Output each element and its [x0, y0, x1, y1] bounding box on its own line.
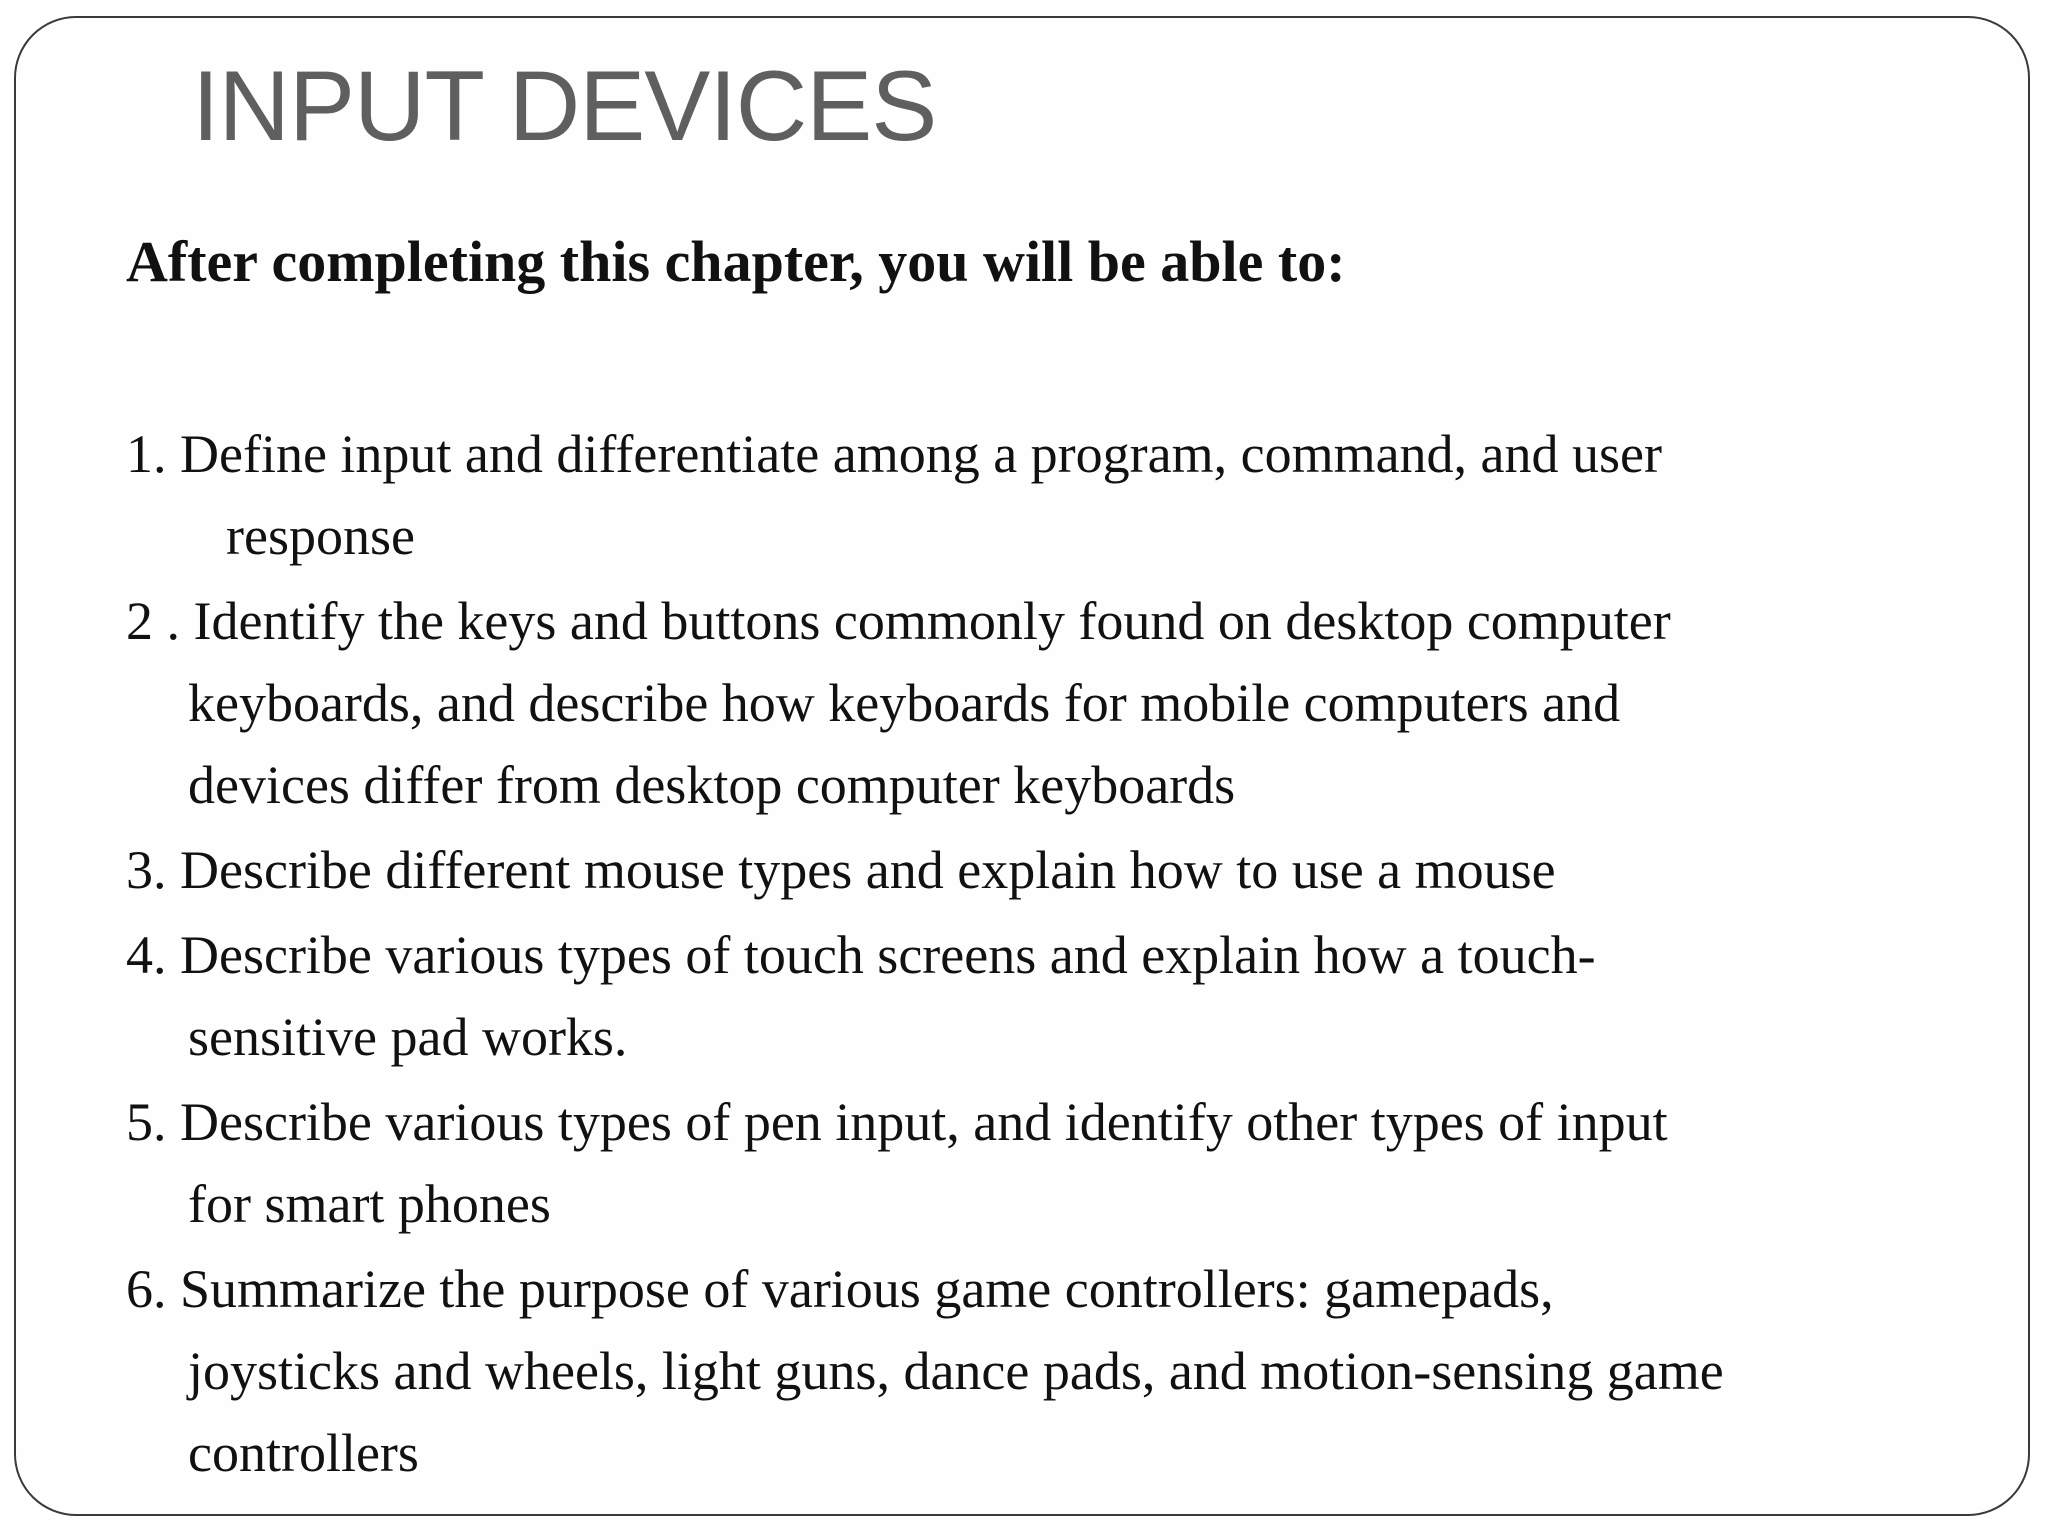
- objective-item-1: [126, 413, 2006, 577]
- objective-line: 6. Summarize the purpose of various game controllers: gamepads,: [126, 1259, 1554, 1319]
- slide-intro: After completing this chapter, you will be able to:: [126, 229, 1346, 294]
- objective-line: 2 . Identify the keys and buttons commonly found on desktop computer: [126, 591, 1671, 651]
- objective-line: 5. Describe various types of pen input, and identify other types of input: [126, 1092, 1668, 1152]
- objective-line: sensitive pad works.: [188, 1007, 628, 1067]
- objective-item-4: [126, 914, 2006, 1078]
- objective-item-6: [126, 1248, 2006, 1494]
- objective-line: controllers: [188, 1423, 419, 1483]
- objective-line: 1. Define input and differentiate among a program, command, and user: [126, 424, 1662, 484]
- objective-item-3: [126, 829, 2006, 911]
- objective-line: 4. Describe various types of touch screens and explain how a touch-: [126, 925, 1596, 985]
- objective-line: response: [226, 506, 415, 566]
- objectives-list: [126, 413, 2006, 1497]
- objective-item-5: [126, 1081, 2006, 1245]
- objective-line: for smart phones: [188, 1174, 551, 1234]
- slide-title: INPUT DEVICES: [192, 50, 937, 161]
- objective-line: devices differ from desktop computer keyboards: [188, 755, 1236, 815]
- objective-line: 3. Describe different mouse types and explain how to use a mouse: [126, 840, 1556, 900]
- objective-item-2: [126, 580, 2006, 826]
- slide-frame: [14, 16, 2030, 1516]
- objective-line: joysticks and wheels, light guns, dance pads, and motion-sensing game: [188, 1341, 1724, 1401]
- objective-line: keyboards, and describe how keyboards for mobile computers and: [188, 673, 1621, 733]
